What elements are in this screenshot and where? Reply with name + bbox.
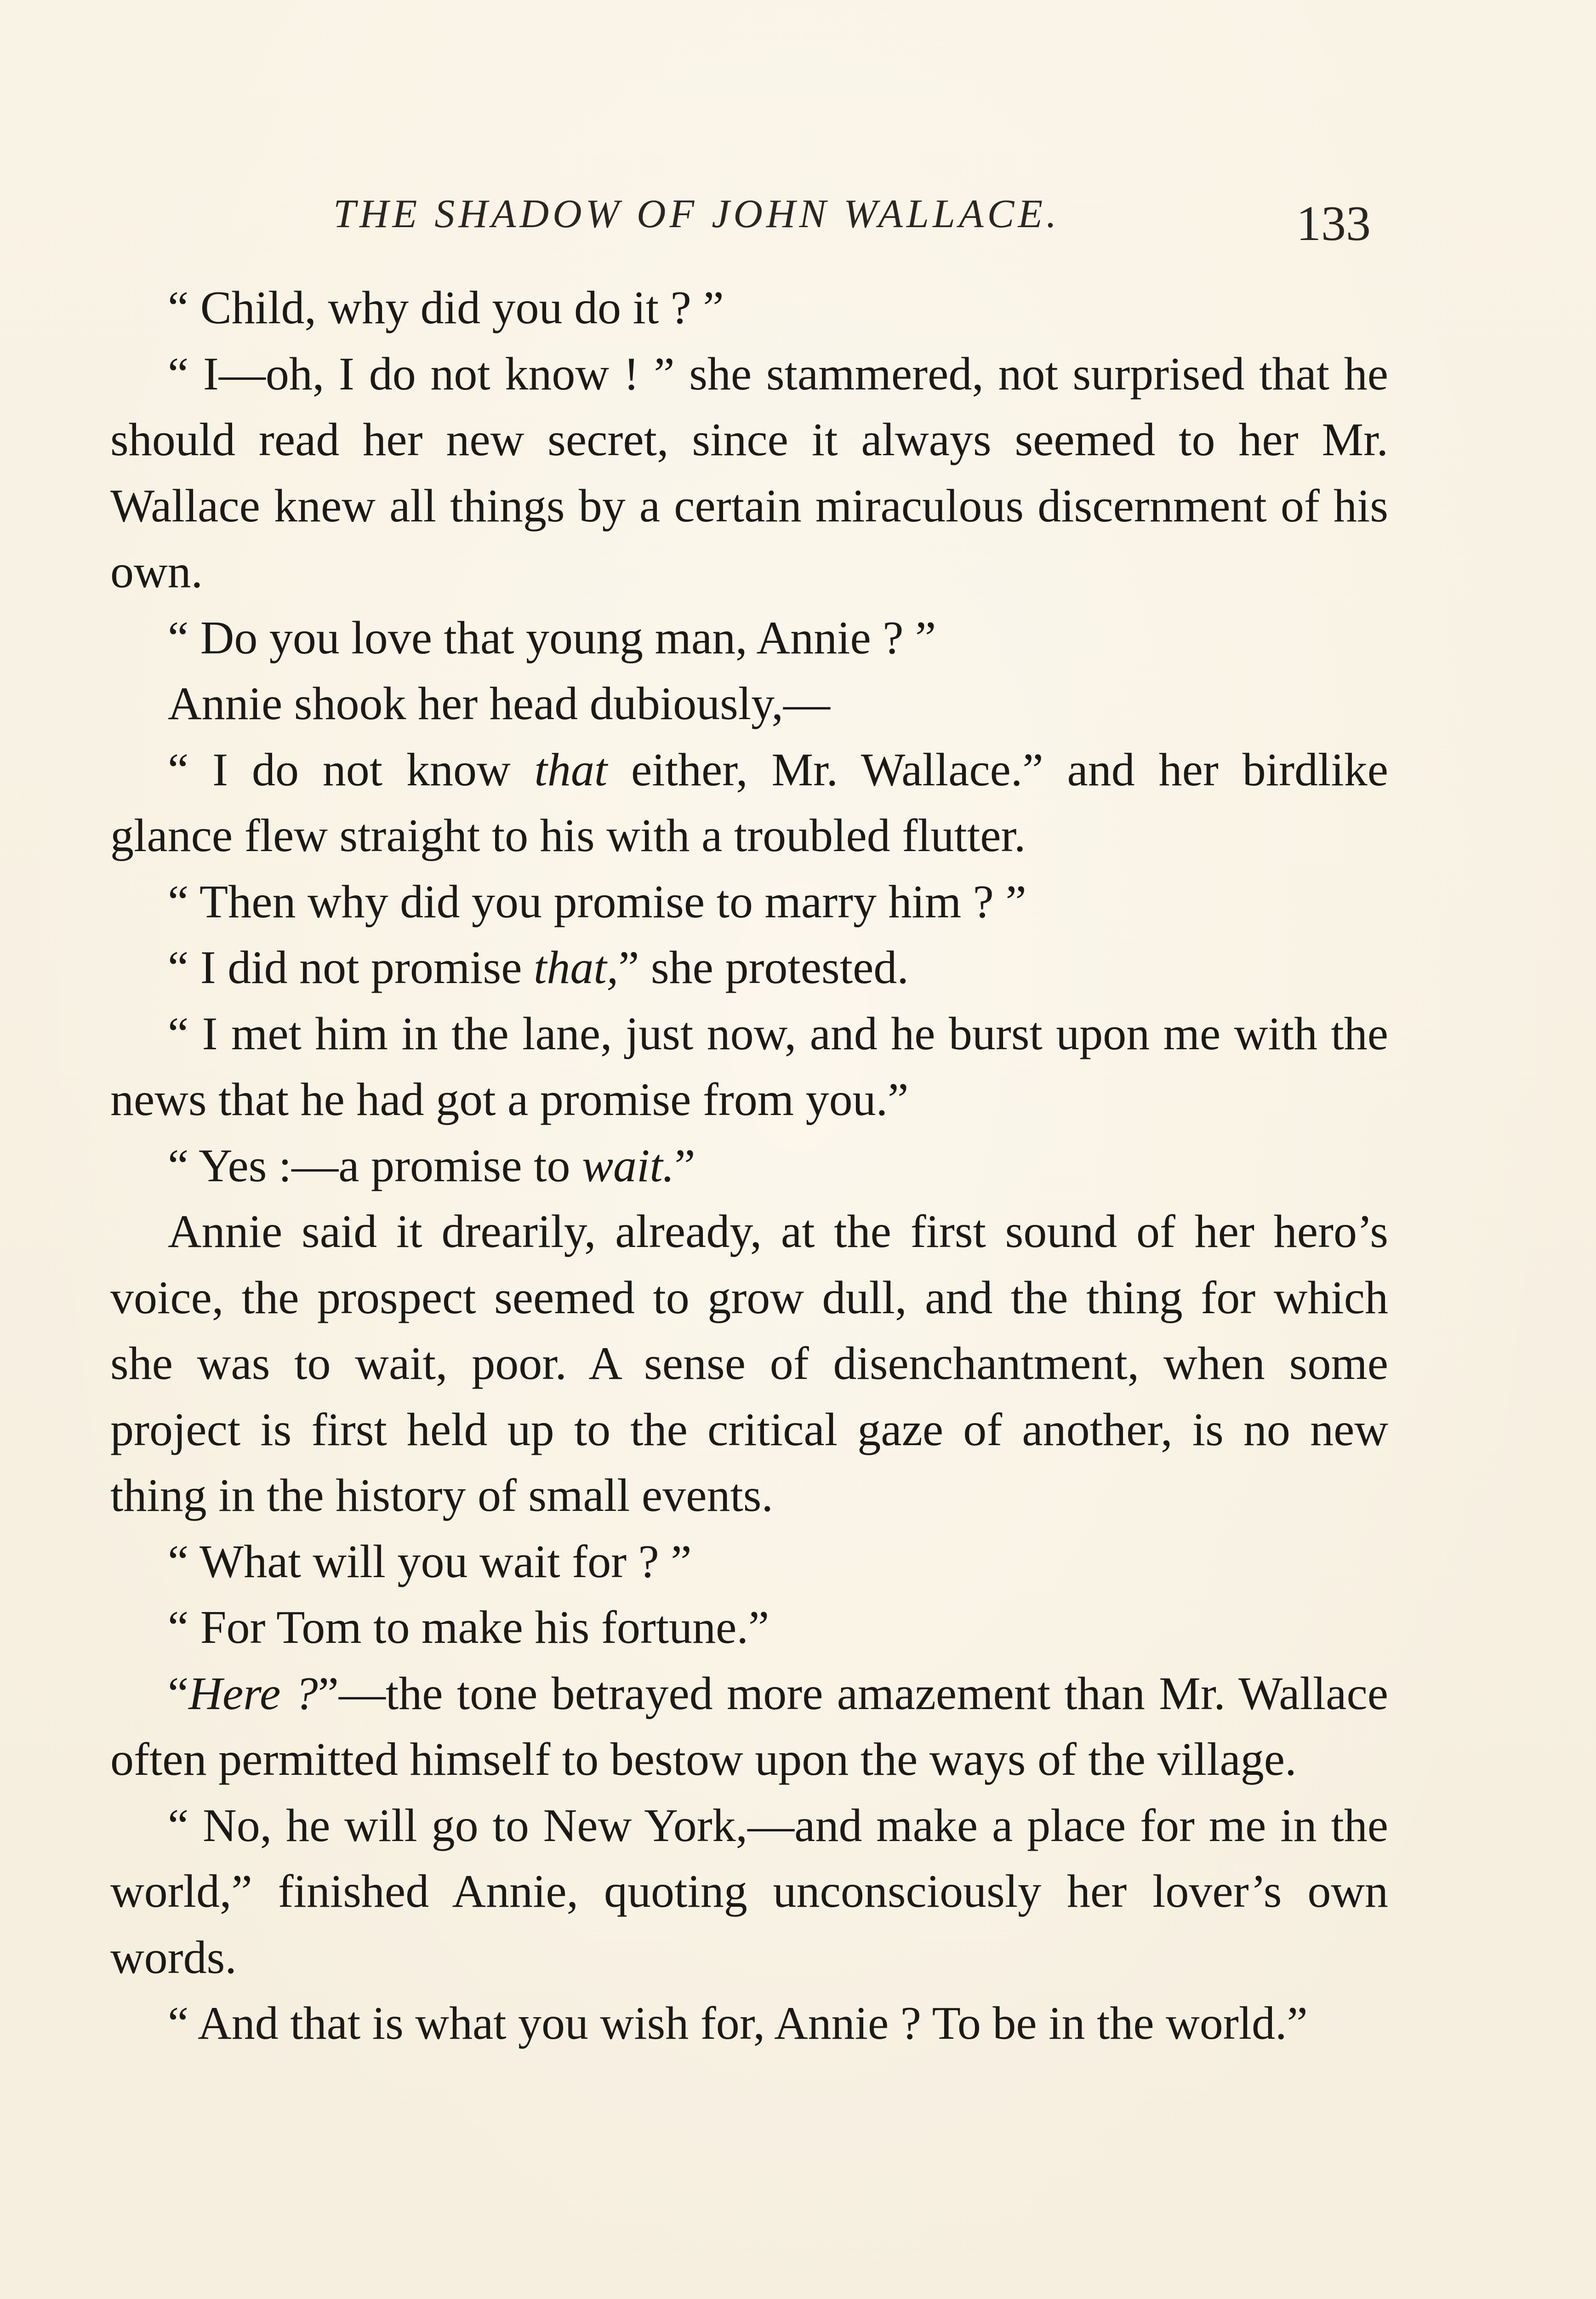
paragraph	[110, 275, 1388, 341]
paragraph	[110, 605, 1388, 671]
paragraph	[110, 1529, 1388, 1595]
text-run: ” she protested.	[618, 942, 909, 994]
text-run: “	[168, 1667, 189, 1720]
text-run: “ And that is what you wish for, Annie ? To be in the world.”	[168, 1997, 1308, 2049]
text-run: “ I—oh, I do not know ! ” she stammered, not surprised that he should read her new secret, since it always seemed to her Mr. Wallace knew all things by a certain miraculous discernment of his own.	[110, 348, 1388, 598]
running-title: THE SHADOW OF JOHN WALLACE.	[333, 192, 1060, 236]
page-header	[110, 182, 1388, 251]
italic-text-run: that	[534, 743, 608, 796]
text-run: “ What will you wait for ? ”	[168, 1535, 692, 1588]
italic-text-run: wait.	[581, 1139, 675, 1192]
body-text	[110, 275, 1388, 2057]
paragraph	[110, 935, 1388, 1001]
text-run: “ Yes :—a promise to	[168, 1139, 582, 1192]
paragraph	[110, 671, 1388, 737]
text-run: “ I did not promise	[168, 942, 534, 994]
paragraph	[110, 737, 1388, 869]
text-run: “ I met him in the lane, just now, and he burst upon me with the news that he had got a promise from you.”	[110, 1007, 1388, 1126]
paragraph	[110, 1595, 1388, 1661]
page-number: 133	[1296, 196, 1371, 251]
text-run: “ Do you love that young man, Annie ? ”	[168, 612, 936, 664]
paragraph	[110, 1661, 1388, 1793]
text-run: “ No, he will go to New York,—and make a place for me in the world,” finished Annie, quoting unconsciously her lover’s own words.	[110, 1799, 1388, 1984]
paragraph	[110, 1793, 1388, 1991]
text-run: Annie shook her head dubiously,—	[168, 678, 830, 730]
italic-text-run: Here ?	[188, 1667, 318, 1720]
text-run: “ Child, why did you do it ? ”	[168, 282, 724, 334]
paragraph	[110, 1001, 1388, 1133]
text-run: “ For Tom to make his fortune.”	[168, 1601, 770, 1653]
paragraph	[110, 869, 1388, 935]
text-run: Annie said it drearily, already, at the first sound of her hero’s voice, the prospect seemed to grow dull, and the thing for which she was to wait, poor. A sense of disenchantment, when some project is first held up to the critical gaze of another, is no new thing in the history of small events.	[110, 1206, 1388, 1521]
text-run: “ I do not know	[168, 743, 535, 796]
paragraph	[110, 1199, 1388, 1529]
text-run: “ Then why did you promise to marry him ? ”	[168, 875, 1026, 928]
text-run: ”	[674, 1139, 695, 1192]
paragraph	[110, 341, 1388, 605]
paragraph	[110, 1990, 1388, 2057]
text-run: either, Mr. Wallace.” and her birdlike glance flew straight to his with a troubled flutter.	[110, 743, 1388, 862]
paragraph	[110, 1133, 1388, 1199]
text-run: ”—the tone betrayed more amazement than Mr. Wallace often permitted himself to bestow upon the ways of the village.	[110, 1667, 1389, 1785]
italic-text-run: that,	[534, 942, 619, 994]
